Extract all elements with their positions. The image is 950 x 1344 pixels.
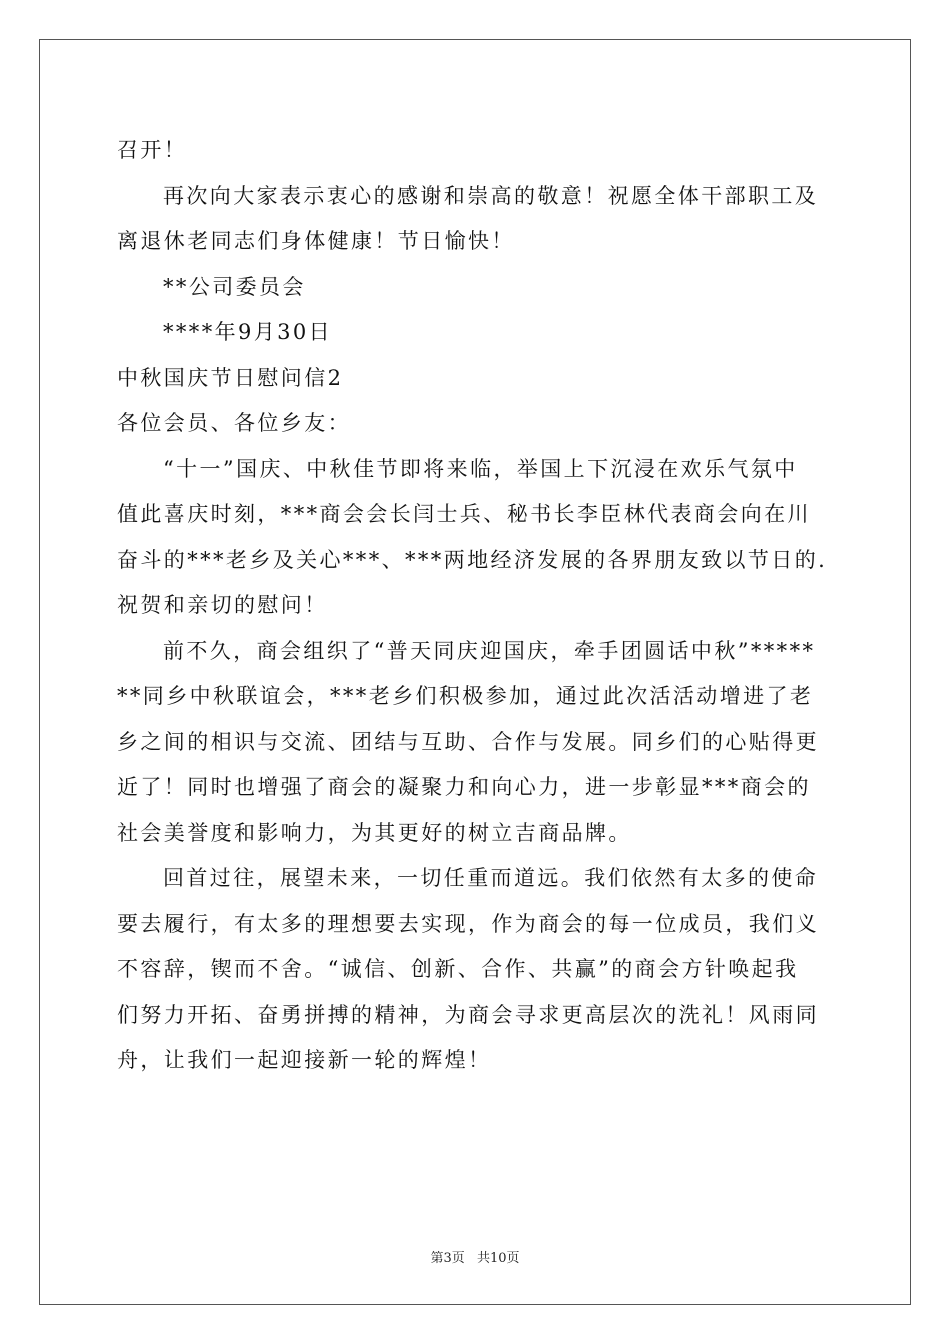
text-line: 不容辞，锲而不舍。“诚信、创新、合作、共赢”的商会方针唤起我 — [117, 957, 799, 981]
text-line: 要去履行，有太多的理想要去实现，作为商会的每一位成员，我们义 — [117, 911, 819, 936]
text-line: 奋斗的***老乡及关心***、***两地经济发展的各界朋友致以节日的. — [117, 547, 828, 572]
text-line: 祝贺和亲切的慰问！ — [117, 593, 328, 617]
text-line: 社会美誉度和影响力，为其更好的树立吉商品牌。 — [117, 820, 632, 845]
document-body — [117, 128, 837, 1084]
text-line: 回首过往，展望未来，一切任重而道远。我们依然有太多的使命 — [163, 866, 819, 890]
text-line: ****年9月30日 — [163, 320, 333, 344]
text-line: 乡之间的相识与交流、团结与互助、合作与发展。同乡们的心贴得更 — [117, 729, 819, 754]
text-line: 值此喜庆时刻，***商会会长闫士兵、秘书长李臣林代表商会向在川 — [117, 502, 811, 526]
text-line: 们努力开拓、奋勇拼搏的精神，为商会寻求更高层次的洗礼！风雨同 — [117, 1002, 819, 1027]
text-line: 前不久，商会组织了“普天同庆迎国庆，牵手团圆话中秋”***** — [163, 638, 816, 663]
text-line: 离退休老同志们身体健康！节日愉快！ — [117, 229, 515, 253]
text-line: **同乡中秋联谊会，***老乡们积极参加，通过此次活活动增进了老 — [117, 684, 814, 708]
text-line: “十一”国庆、中秋佳节即将来临，举国上下沉浸在欢乐气氛中 — [163, 456, 798, 481]
text-line: **公司委员会 — [163, 274, 306, 299]
page-number: 第3页 — [430, 1251, 465, 1266]
text-line: 舟，让我们一起迎接新一轮的辉煌！ — [117, 1048, 492, 1072]
text-line: 召开！ — [117, 138, 188, 162]
text-line: 各位会员、各位乡友： — [117, 411, 351, 435]
text-line: 中秋国庆节日慰问信2 — [117, 365, 344, 390]
text-line: 近了！同时也增强了商会的凝聚力和向心力，进一步彰显***商会的 — [117, 775, 811, 799]
text-line: 再次向大家表示衷心的感谢和崇高的敬意！祝愿全体干部职工及 — [163, 183, 819, 208]
page-footer — [0, 1247, 950, 1266]
page-total: 共10页 — [476, 1251, 520, 1266]
